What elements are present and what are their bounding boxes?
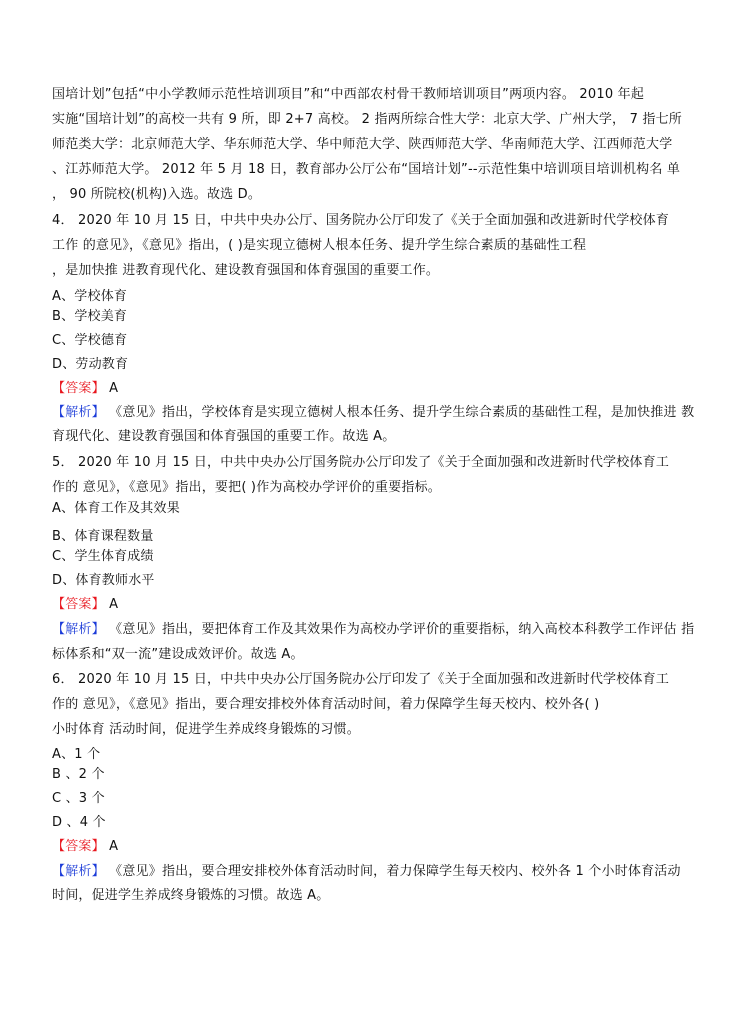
explanation-text: 《意见》指出，要合理安排校外体育活动时间，着力保障学生每天校内、校外各 1 个小时体育活动	[109, 864, 681, 879]
question-5-answer	[52, 596, 118, 614]
question-5-stem: 5． 2020 年 10 月 15 日，中共中央办公厅国务院办公厅印发了《关于全面加强和改进新时代学校体育工	[52, 455, 670, 470]
question-6-stem: 作的 意见》，《意见》指出，要合理安排校外体育活动时间，着力保障学生每天校内、校外各( )	[52, 697, 600, 712]
question-4-option-c: C、学校德育	[52, 333, 128, 348]
question-4-stem: ，是加快推 进教育现代化、建设教育强国和体育强国的重要工作。	[52, 263, 440, 278]
explanation-label: 【解析】	[52, 405, 105, 420]
explanation-label: 【解析】	[52, 864, 105, 879]
question-4-stem: 工作 的意见》，《意见》指出，( )是实现立德树人根本任务、提升学生综合素质的基础性工程	[52, 238, 587, 253]
question-6-explanation-cont: 时间，促进学生养成终身锻炼的习惯。故选 A。	[52, 888, 330, 903]
question-6-option-b: B 、2 个	[52, 767, 105, 782]
question-4-option-a: A、学校体育	[52, 289, 128, 304]
question-5-explanation-cont: 标体系和“双一流”建设成效评价。故选 A。	[52, 647, 304, 662]
question-6-explanation	[52, 863, 681, 881]
question-4-explanation-cont: 育现代化、建设教育强国和体育强国的重要工作。故选 A。	[52, 429, 396, 444]
question-5-stem: 作的 意见》，《意见》指出，要把( )作为高校办学评价的重要指标。	[52, 480, 442, 495]
question-6-answer	[52, 838, 118, 856]
question-6-option-c: C 、3 个	[52, 791, 105, 806]
intro-line: 、江苏师范大学。 2012 年 5 月 18 日，教育部办公厅公布“国培计划”--示范性集中培训项目培训机构名 单	[52, 162, 681, 177]
question-4-option-d: D、劳动教育	[52, 357, 129, 372]
answer-value: A	[109, 839, 119, 854]
explanation-text: 《意见》指出，要把体育工作及其效果作为高校办学评价的重要指标，纳入高校本科教学工作评估 指	[109, 622, 695, 637]
answer-label: 【答案】	[52, 839, 105, 854]
question-4-answer	[52, 380, 118, 398]
answer-value: A	[109, 381, 119, 396]
answer-label: 【答案】	[52, 597, 105, 612]
question-5-option-c: C、学生体育成绩	[52, 549, 154, 564]
question-6-option-d: D 、4 个	[52, 815, 106, 830]
question-6-stem: 小时体育 活动时间，促进学生养成终身锻炼的习惯。	[52, 722, 360, 737]
question-5-explanation	[52, 621, 694, 639]
intro-line: 实施“国培计划”的高校一共有 9 所，即 2+7 高校。 2 指两所综合性大学：北京大学、广州大学， 7 指七所	[52, 112, 682, 127]
question-5-option-b: B、体育课程数量	[52, 529, 154, 544]
question-5-option-d: D、体育教师水平	[52, 573, 155, 588]
intro-line: 师范类大学：北京师范大学、华东师范大学、华中师范大学、陕西师范大学、华南师范大学、江西师范大学	[52, 137, 673, 152]
question-4-option-b: B、学校美育	[52, 309, 128, 324]
intro-line: 国培计划”包括“中小学教师示范性培训项目”和“中西部农村骨干教师培训项目”两项内容。 2010 年起	[52, 87, 645, 102]
question-5-option-a: A、体育工作及其效果	[52, 501, 180, 516]
question-6-stem: 6． 2020 年 10 月 15 日，中共中央办公厅国务院办公厅印发了《关于全面加强和改进新时代学校体育工	[52, 672, 670, 687]
answer-value: A	[109, 597, 119, 612]
intro-line: ， 90 所院校(机构)入选。故选 D。	[52, 187, 262, 202]
question-4-stem: 4． 2020 年 10 月 15 日，中共中央办公厅、国务院办公厅印发了《关于全面加强和改进新时代学校体育	[52, 213, 670, 228]
explanation-text: 《意见》指出，学校体育是实现立德树人根本任务、提升学生综合素质的基础性工程，是加快推进 教	[109, 405, 695, 420]
question-4-explanation	[52, 404, 694, 422]
explanation-label: 【解析】	[52, 622, 105, 637]
answer-label: 【答案】	[52, 381, 105, 396]
question-6-option-a: A、1 个	[52, 747, 101, 762]
